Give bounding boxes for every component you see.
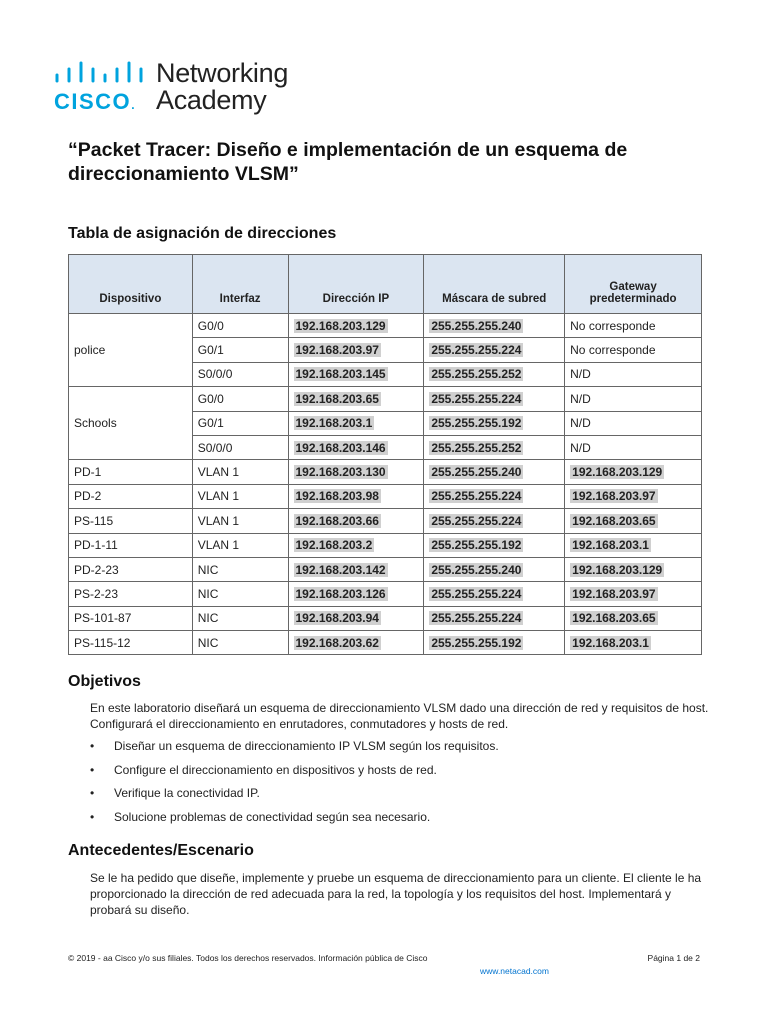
logo-networking-text: Networking <box>156 58 289 88</box>
highlighted-value: 192.168.203.65 <box>572 513 656 528</box>
list-item <box>90 809 690 833</box>
cell-subnet-mask <box>424 435 565 459</box>
cell-ip-address <box>288 387 424 411</box>
objectives-list <box>90 738 690 832</box>
footer-copyright: © 2019 - aa Cisco y/o sus filiales. Todos los derechos reservados. Información pública de Cisco <box>68 953 428 963</box>
highlighted-value: 192.168.203.2 <box>295 538 373 553</box>
highlighted-value: 255.255.255.192 <box>431 416 522 431</box>
header-interface: Interfaz <box>192 255 288 314</box>
table-heading: Tabla de asignación de direcciones <box>68 225 337 242</box>
table-row <box>69 557 702 581</box>
cell-default-gateway: N/D <box>565 435 702 459</box>
highlighted-value: 192.168.203.65 <box>572 611 656 626</box>
header-ip-address: Dirección IP <box>288 255 424 314</box>
cell-subnet-mask <box>424 582 565 606</box>
highlighted-value: 192.168.203.97 <box>572 586 656 601</box>
highlighted-value: 192.168.203.129 <box>572 562 663 577</box>
cell-interface: G0/0 <box>192 314 288 338</box>
objectives-heading: Objetivos <box>68 673 141 690</box>
address-table <box>68 254 702 655</box>
cell-ip-address <box>288 484 424 508</box>
header-default-gateway: Gateway predeterminado <box>565 255 702 314</box>
list-item-text: Configure el direccionamiento en dispositivos y hosts de red. <box>114 762 437 777</box>
bullet-icon: • <box>90 762 95 777</box>
highlighted-value: 255.255.255.192 <box>431 538 522 553</box>
logo-academy-text: Academy <box>156 85 267 115</box>
cell-interface: VLAN 1 <box>192 533 288 557</box>
objectives-intro: En este laboratorio diseñará un esquema de direccionamiento VLSM dado una dirección de red y requisitos de host. Configurará el direccionamiento en enrutadores, conmutadores y hosts de red. <box>90 701 709 731</box>
cell-interface: VLAN 1 <box>192 460 288 484</box>
highlighted-value: 192.168.203.1 <box>572 538 649 553</box>
bullet-icon: • <box>90 786 95 800</box>
cell-interface: NIC <box>192 631 288 655</box>
highlighted-value: 192.168.203.65 <box>295 391 379 406</box>
cell-default-gateway <box>565 606 702 630</box>
cell-interface: G0/0 <box>192 387 288 411</box>
highlighted-value: 255.255.255.240 <box>431 318 522 333</box>
cell-device: PD-1 <box>69 460 193 484</box>
highlighted-value: 192.168.203.129 <box>572 465 663 480</box>
cell-ip-address <box>288 362 424 386</box>
cell-ip-address <box>288 631 424 655</box>
highlighted-value: 192.168.203.145 <box>295 367 386 382</box>
cell-ip-address <box>288 411 424 435</box>
list-item-text: Verifique la conectividad IP. <box>114 786 260 800</box>
list-item-text: Diseñar un esquema de direccionamiento IP VLSM según los requisitos. <box>114 739 499 753</box>
cell-subnet-mask <box>424 484 565 508</box>
highlighted-value: 192.168.203.1 <box>572 635 649 650</box>
bullet-icon: • <box>90 739 95 753</box>
table-header-row <box>69 255 702 314</box>
highlighted-value: 255.255.255.224 <box>431 343 522 358</box>
highlighted-value: 192.168.203.129 <box>295 318 386 333</box>
cell-device: police <box>69 314 193 387</box>
cell-ip-address <box>288 435 424 459</box>
cell-subnet-mask <box>424 411 565 435</box>
highlighted-value: 192.168.203.130 <box>295 465 386 480</box>
table-row <box>69 314 702 338</box>
list-item <box>90 785 690 809</box>
cell-default-gateway: No corresponde <box>565 338 702 362</box>
highlighted-value: 192.168.203.142 <box>295 562 386 577</box>
cisco-networking-academy-logo <box>52 58 312 118</box>
footer-page-number: Página 1 de 2 <box>647 953 700 963</box>
highlighted-value: 192.168.203.97 <box>572 489 656 504</box>
cell-default-gateway <box>565 509 702 533</box>
bullet-icon: • <box>90 809 95 824</box>
highlighted-value: 192.168.203.98 <box>295 489 379 504</box>
highlighted-value: 192.168.203.97 <box>295 343 379 358</box>
cell-subnet-mask <box>424 387 565 411</box>
table-row <box>69 387 702 411</box>
highlighted-value: 192.168.203.126 <box>295 586 386 601</box>
cell-default-gateway <box>565 557 702 581</box>
highlighted-value: 192.168.203.66 <box>295 513 379 528</box>
table-row <box>69 606 702 630</box>
cell-ip-address <box>288 338 424 362</box>
cell-default-gateway: N/D <box>565 411 702 435</box>
cell-default-gateway <box>565 484 702 508</box>
cell-interface: NIC <box>192 582 288 606</box>
cell-default-gateway: No corresponde <box>565 314 702 338</box>
cell-interface: S0/0/0 <box>192 362 288 386</box>
cell-device: PS-115 <box>69 509 193 533</box>
table-row <box>69 533 702 557</box>
background-heading: Antecedentes/Escenario <box>68 842 254 859</box>
footer-url-link[interactable]: www.netacad.com <box>480 966 549 976</box>
highlighted-value: 192.168.203.146 <box>295 440 386 455</box>
cell-subnet-mask <box>424 631 565 655</box>
cell-interface: VLAN 1 <box>192 484 288 508</box>
cell-interface: VLAN 1 <box>192 509 288 533</box>
highlighted-value: 255.255.255.252 <box>431 367 522 382</box>
cell-ip-address <box>288 582 424 606</box>
cell-interface: NIC <box>192 606 288 630</box>
cell-ip-address <box>288 557 424 581</box>
cell-device: PD-2-23 <box>69 557 193 581</box>
cell-subnet-mask <box>424 509 565 533</box>
cell-device: PD-1-11 <box>69 533 193 557</box>
cell-ip-address <box>288 314 424 338</box>
cell-subnet-mask <box>424 314 565 338</box>
cell-interface: G0/1 <box>192 411 288 435</box>
cell-subnet-mask <box>424 533 565 557</box>
cell-subnet-mask <box>424 338 565 362</box>
highlighted-value: 255.255.255.224 <box>431 513 522 528</box>
highlighted-value: 255.255.255.224 <box>431 489 522 504</box>
highlighted-value: 255.255.255.192 <box>431 635 522 650</box>
table-row <box>69 460 702 484</box>
cell-ip-address <box>288 509 424 533</box>
cell-default-gateway: N/D <box>565 362 702 386</box>
highlighted-value: 255.255.255.252 <box>431 440 522 455</box>
cell-default-gateway <box>565 582 702 606</box>
cell-ip-address <box>288 460 424 484</box>
highlighted-value: 255.255.255.224 <box>431 611 522 626</box>
table-row <box>69 582 702 606</box>
list-item <box>90 762 690 786</box>
highlighted-value: 255.255.255.224 <box>431 586 522 601</box>
cell-subnet-mask <box>424 362 565 386</box>
list-item <box>90 738 690 762</box>
cell-default-gateway <box>565 460 702 484</box>
cell-interface: G0/1 <box>192 338 288 362</box>
highlighted-value: 192.168.203.62 <box>295 635 379 650</box>
table-row <box>69 631 702 655</box>
highlighted-value: 255.255.255.240 <box>431 465 522 480</box>
highlighted-value: 255.255.255.240 <box>431 562 522 577</box>
list-item-text: Solucione problemas de conectividad según sea necesario. <box>114 809 431 824</box>
cell-subnet-mask <box>424 606 565 630</box>
cell-device: PS-115-12 <box>69 631 193 655</box>
cell-interface: S0/0/0 <box>192 435 288 459</box>
cell-default-gateway <box>565 631 702 655</box>
table-body <box>69 314 702 655</box>
cell-default-gateway <box>565 533 702 557</box>
table-row <box>69 484 702 508</box>
cell-ip-address <box>288 606 424 630</box>
cell-subnet-mask <box>424 460 565 484</box>
cell-device: PD-2 <box>69 484 193 508</box>
cell-device: Schools <box>69 387 193 460</box>
document-title: “Packet Tracer: Diseño e implementación de un esquema de direccionamiento VLSM” <box>68 139 628 185</box>
highlighted-value: 255.255.255.224 <box>431 391 522 406</box>
cell-interface: NIC <box>192 557 288 581</box>
highlighted-value: 192.168.203.94 <box>295 611 379 626</box>
header-device: Dispositivo <box>69 255 193 314</box>
table-row <box>69 509 702 533</box>
highlighted-value: 192.168.203.1 <box>295 416 373 431</box>
background-text: Se le ha pedido que diseñe, implemente y pruebe un esquema de direccionamiento para un cliente. El cliente le ha proporcionado la dirección de red adecuada para la red, la topología y los requisitos del host. Implementará y probará su diseño. <box>90 871 702 917</box>
cell-device: PS-101-87 <box>69 606 193 630</box>
cell-ip-address <box>288 533 424 557</box>
header-subnet-mask: Máscara de subred <box>424 255 565 314</box>
cell-device: PS-2-23 <box>69 582 193 606</box>
cell-subnet-mask <box>424 557 565 581</box>
cisco-bars-icon <box>54 60 146 90</box>
cisco-wordmark: CISCO. <box>54 89 137 114</box>
cell-default-gateway: N/D <box>565 387 702 411</box>
